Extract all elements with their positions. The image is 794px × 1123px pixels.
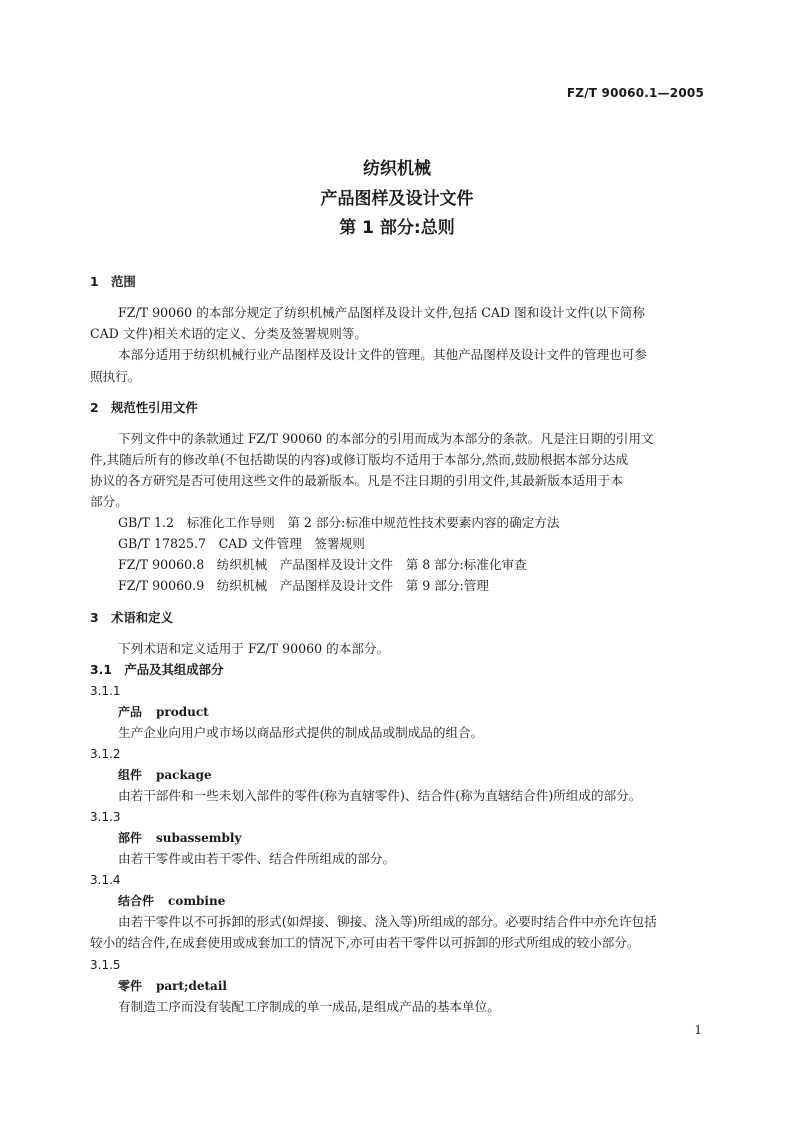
term-number: 3.1.2: [90, 747, 121, 761]
s1-paragraph-2-line-1: 本部分适用于纺织机械行业产品图样及设计文件的管理。其他产品图样及设计文件的管理也可参: [118, 347, 647, 362]
term-definition: 有制造工序而没有装配工序制成的单一成品,是组成产品的基本单位。: [118, 999, 500, 1014]
section-2-heading: 2 规范性引用文件: [90, 400, 198, 415]
term-zh: 组件: [118, 768, 143, 782]
subsection-3-1-heading: 3.1 产品及其组成部分: [90, 662, 224, 677]
s1-paragraph-1-line-1: FZ/T 90060 的本部分规定了纺织机械产品图样及设计文件,包括 CAD 图和设计文件(以下简称: [118, 305, 645, 320]
term-heading: [118, 830, 241, 846]
s1-paragraph-1-line-2: CAD 文件)相关术语的定义、分类及签署规则等。: [90, 326, 368, 341]
term-en: subassembly: [156, 831, 242, 845]
term-definition: 生产企业向用户或市场以商品形式提供的制成品或制成品的组合。: [118, 725, 484, 740]
term-number: 3.1.5: [90, 958, 121, 972]
s2-paragraph-line-4: 部分。: [90, 494, 128, 509]
title-line-3: 第 1 部分:总则: [339, 218, 455, 238]
term-definition-line-1: 由若干零件以不可拆卸的形式(如焊接、铆接、浇入等)所组成的部分。必要时结合件中亦允许包括: [118, 914, 657, 929]
page-number: 1: [694, 1023, 702, 1037]
term-en: part;detail: [156, 979, 227, 993]
term-definition: 由若干零件或由若干零件、结合件所组成的部分。: [118, 851, 396, 866]
normative-ref-3: FZ/T 90060.8 纺织机械 产品图样及设计文件 第 8 部分:标准化审查: [118, 557, 527, 572]
term-zh: 部件: [118, 831, 143, 845]
normative-ref-2: GB/T 17825.7 CAD 文件管理 签署规则: [118, 536, 365, 551]
standard-number: FZ/T 90060.1—2005: [566, 86, 704, 100]
term-definition-line-2: 较小的结合件,在成套使用或成套加工的情况下,亦可由若干零件以可拆卸的形式所组成的较小部分。: [90, 935, 640, 950]
s1-paragraph-2-line-2: 照执行。: [90, 369, 141, 384]
term-en: product: [156, 705, 209, 719]
term-zh: 结合件: [118, 894, 155, 908]
term-heading: [118, 704, 209, 720]
title-line-1: 纺织机械: [363, 159, 431, 179]
term-number: 3.1.3: [90, 810, 121, 824]
term-heading: [118, 893, 225, 909]
s2-paragraph-line-1: 下列文件中的条款通过 FZ/T 90060 的本部分的引用而成为本部分的条款。凡是注日期的引用文: [118, 431, 654, 446]
s2-paragraph-line-2: 件,其随后所有的修改单(不包括勘误的内容)或修订版均不适用于本部分,然而,鼓励根据本部分达成: [90, 452, 629, 467]
term-zh: 零件: [118, 979, 143, 993]
term-definition: 由若干部件和一些未划入部件的零件(称为直辖零件)、结合件(称为直辖结合件)所组成的部分。: [118, 788, 642, 803]
s3-intro: 下列术语和定义适用于 FZ/T 90060 的本部分。: [118, 641, 390, 656]
term-heading: [118, 978, 227, 994]
s2-paragraph-line-3: 协议的各方研究是否可使用这些文件的最新版本。凡是不注日期的引用文件,其最新版本适用于本: [90, 473, 623, 488]
title-line-2: 产品图样及设计文件: [320, 189, 474, 209]
term-heading: [118, 767, 212, 783]
term-en: combine: [168, 894, 226, 908]
term-en: package: [156, 768, 212, 782]
term-number: 3.1.4: [90, 873, 121, 887]
section-3-heading: 3 术语和定义: [90, 610, 173, 625]
normative-ref-4: FZ/T 90060.9 纺织机械 产品图样及设计文件 第 9 部分:管理: [118, 578, 489, 593]
section-1-heading: 1 范围: [90, 274, 136, 289]
term-number: 3.1.1: [90, 684, 121, 698]
term-zh: 产品: [118, 705, 143, 719]
normative-ref-1: GB/T 1.2 标准化工作导则 第 2 部分:标准中规范性技术要素内容的确定方法: [118, 515, 560, 530]
